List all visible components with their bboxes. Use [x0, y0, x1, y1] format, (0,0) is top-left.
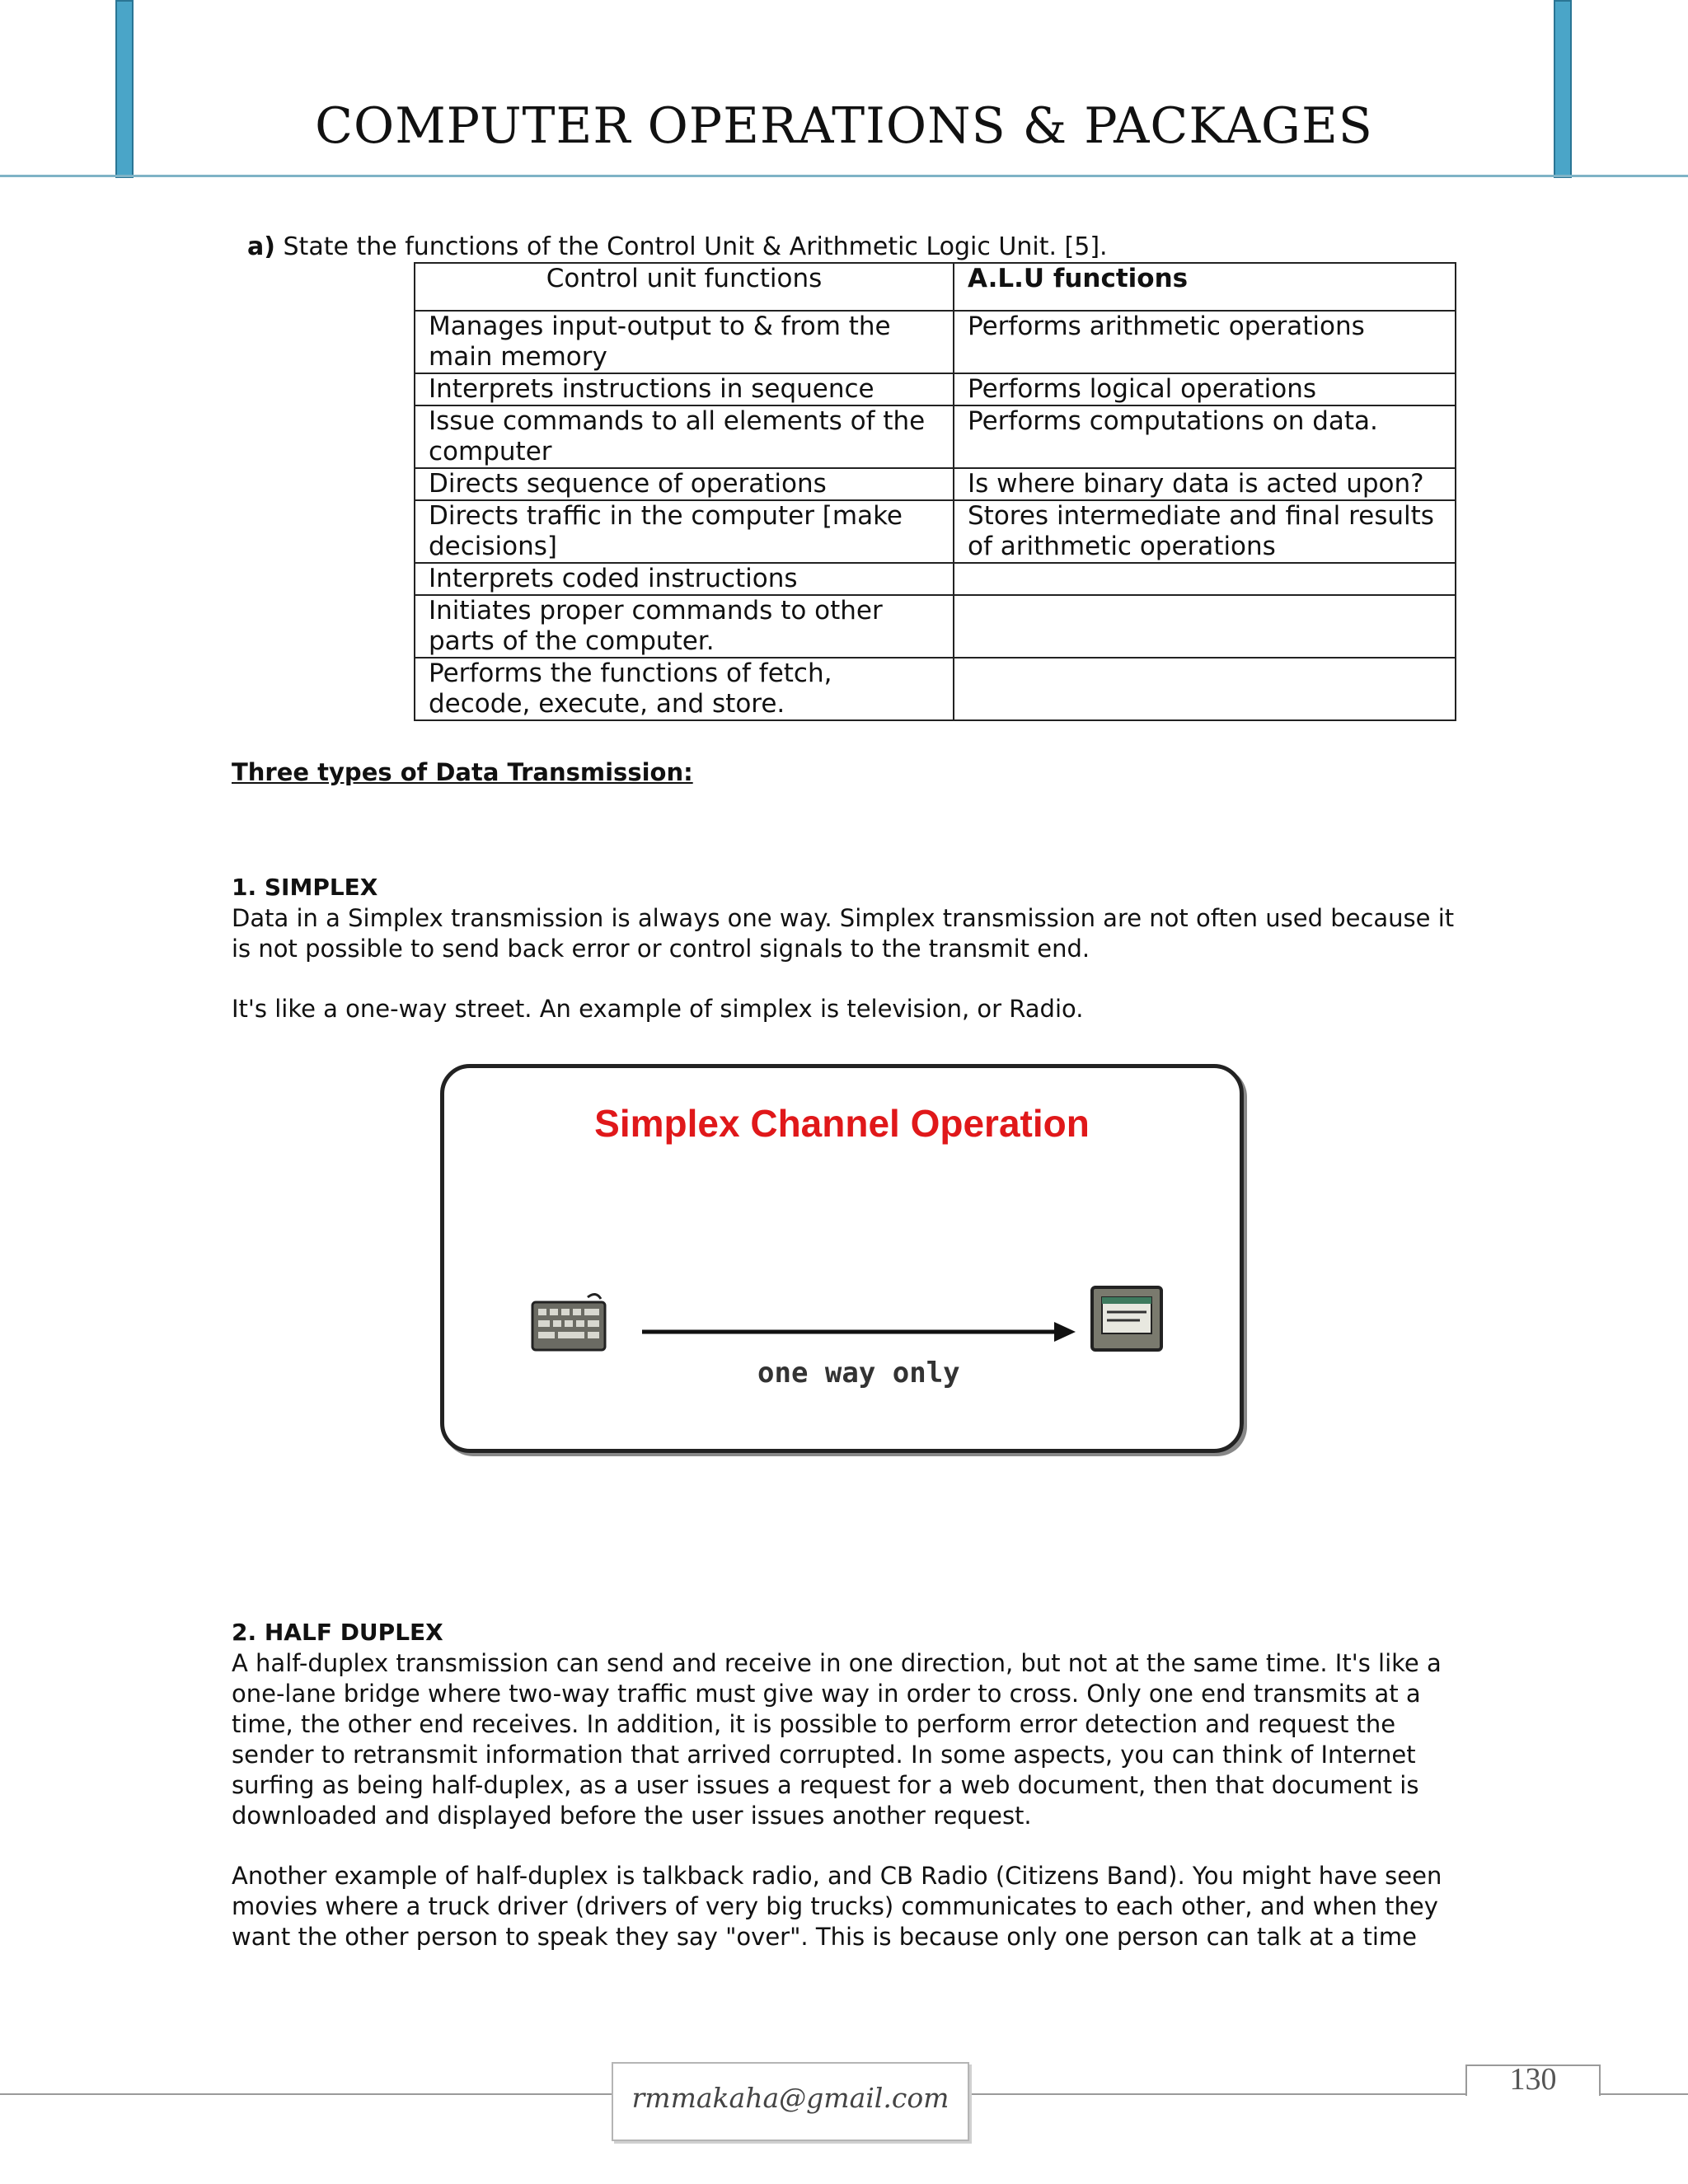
question: [247, 232, 1108, 261]
table-row: [415, 563, 1456, 595]
table-cell: Issue commands to all elements of the computer: [415, 405, 954, 468]
table-cell: Performs logical operations: [954, 373, 1456, 405]
table-cell: [954, 595, 1456, 658]
footer-email-box: [612, 2062, 969, 2141]
question-label: a): [247, 232, 275, 261]
table-row: [415, 373, 1456, 405]
footer-email: rmmakaha@gmail.com: [631, 2082, 950, 2114]
table-row: [415, 595, 1456, 658]
monitor-icon: [1089, 1284, 1168, 1355]
table-row: [415, 658, 1456, 720]
simplex-heading: 1. SIMPLEX: [232, 874, 378, 901]
keyboard-icon: [530, 1289, 609, 1355]
half-duplex-paragraph-1: A half-duplex transmission can send and receive in one direction, but not at the same time. It's like a one-lane bridge where two-way traffic must give way in order to cross. Only one end transmits at a time, the other end receives. In addition, it is possible to perform error detection and request the sender to retransmit information that arrived corrupted. In some aspects, you can think of Internet surfing as being half-duplex, as a user issues a request for a web document, then that document is downloaded and displayed before the user issues another request.: [232, 1649, 1442, 1830]
table-cell: Performs arithmetic operations: [954, 311, 1456, 373]
simplex-diagram: [440, 1064, 1244, 1453]
table-cell: Interprets coded instructions: [415, 563, 954, 595]
table-row: [415, 405, 1456, 468]
table-header-control-unit: Control unit functions: [415, 263, 954, 311]
half-duplex-paragraph-2: Another example of half-duplex is talkback radio, and CB Radio (Citizens Band). You might have seen movies where a truck driver (drivers of very big trucks) communicates to each other, and when they want the other person to speak they say "over". This is because only one person can talk at a time: [232, 1862, 1442, 1951]
table-header-alu: A.L.U functions: [954, 263, 1456, 311]
page-title: COMPUTER OPERATIONS & PACKAGES: [315, 97, 1373, 155]
functions-table: [414, 262, 1456, 721]
table-cell: [954, 563, 1456, 595]
table-cell: Stores intermediate and final results of arithmetic operations: [954, 500, 1456, 563]
page-number-tab: [1465, 2064, 1601, 2096]
simplex-paragraph-1: Data in a Simplex transmission is always one way. Simplex transmission are not often used because it is not possible to send back error or control signals to the transmit end.: [232, 904, 1455, 963]
table-cell: Directs sequence of operations: [415, 468, 954, 500]
question-text: State the functions of the Control Unit & Arithmetic Logic Unit. [5].: [283, 232, 1108, 261]
table-cell: Is where binary data is acted upon?: [954, 468, 1456, 500]
table-cell: Initiates proper commands to other parts of the computer.: [415, 595, 954, 658]
simplex-paragraph-2: It's like a one-way street. An example of simplex is television, or Radio.: [232, 995, 1084, 1023]
table-cell: Performs computations on data.: [954, 405, 1456, 468]
one-way-arrow: [642, 1315, 1087, 1348]
table-cell: Interprets instructions in sequence: [415, 373, 954, 405]
page-number: 130: [1509, 2062, 1557, 2097]
table-cell: Manages input-output to & from the main memory: [415, 311, 954, 373]
table-row: [415, 468, 1456, 500]
table-row: [415, 500, 1456, 563]
table-cell: [954, 658, 1456, 720]
table-cell: Directs traffic in the computer [make decisions]: [415, 500, 954, 563]
table-cell: Performs the functions of fetch, decode, execute, and store.: [415, 658, 954, 720]
diagram-title: Simplex Channel Operation: [594, 1102, 1090, 1145]
table-header-row: [415, 263, 1456, 311]
header-divider: [0, 175, 1688, 177]
table-row: [415, 311, 1456, 373]
section-heading: Three types of Data Transmission:: [232, 758, 693, 786]
diagram-caption: one way only: [757, 1357, 960, 1390]
half-duplex-heading: 2. HALF DUPLEX: [232, 1619, 443, 1646]
